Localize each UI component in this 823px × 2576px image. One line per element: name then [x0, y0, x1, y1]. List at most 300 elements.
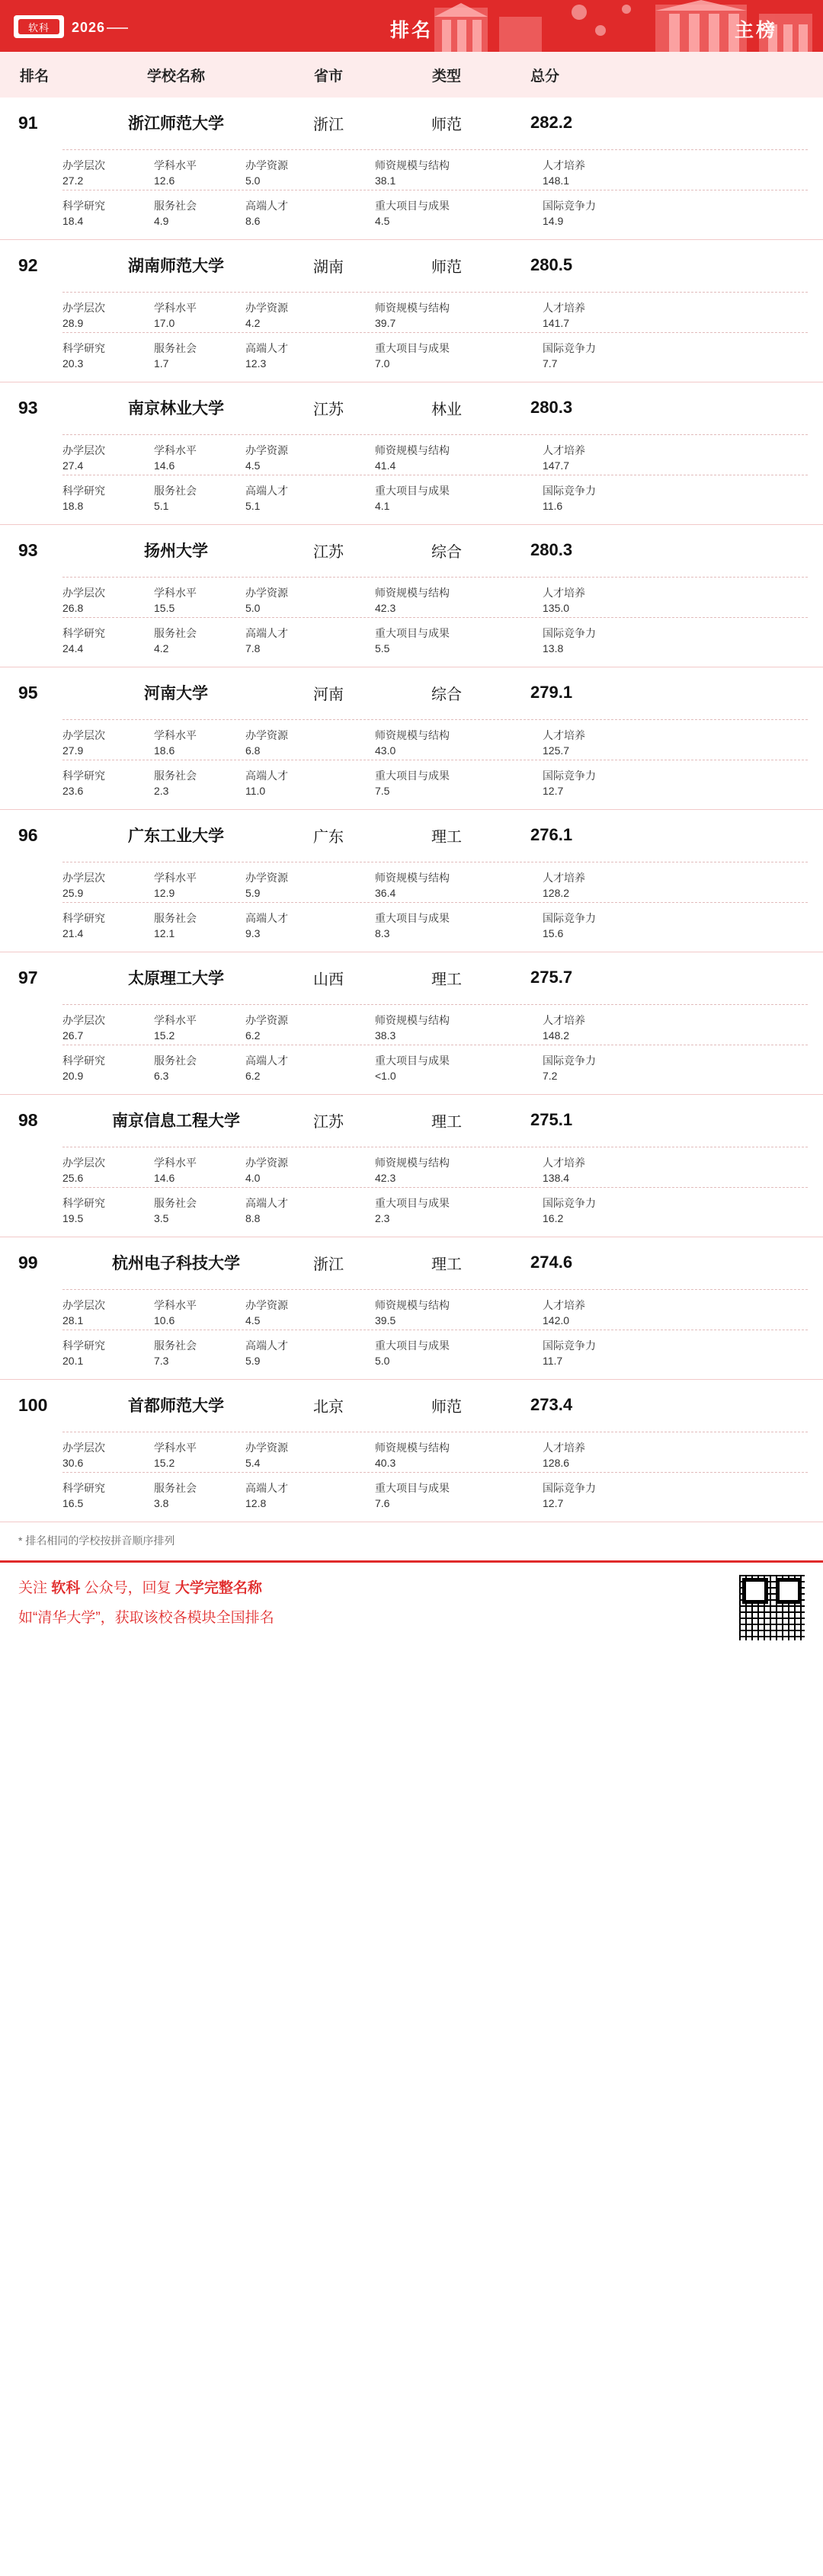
metric-value: 148.2: [543, 1029, 570, 1042]
metric-label: 办学层次: [62, 444, 105, 456]
metric-group: [15, 862, 808, 952]
province-cell: 湖南: [313, 258, 344, 276]
metric-label: 办学资源: [245, 729, 288, 741]
metric-value: 26.7: [62, 1029, 84, 1042]
metric-value: 14.6: [154, 459, 175, 472]
metric-item: [543, 1440, 680, 1470]
type-cell: 理工: [431, 828, 462, 846]
metric-label: 科学研究: [62, 912, 105, 924]
metric-item: [154, 443, 245, 473]
metric-value: 3.8: [154, 1497, 169, 1509]
metric-value: 4.5: [375, 215, 390, 227]
metric-item: [62, 198, 154, 229]
metric-value: 25.9: [62, 887, 84, 899]
metric-label: 高端人才: [245, 912, 288, 924]
metric-label: 学科水平: [154, 872, 197, 884]
table-row[interactable]: [0, 1380, 823, 1522]
total-score-cell: 280.5: [530, 255, 573, 274]
metric-item: [245, 443, 375, 473]
metric-value: 8.6: [245, 215, 261, 227]
metric-item: [154, 483, 245, 514]
metric-value: 16.2: [543, 1212, 564, 1224]
province-cell: 江苏: [313, 543, 344, 561]
metric-row: [62, 475, 808, 514]
metric-item: [245, 1440, 375, 1470]
metric-item: [375, 341, 543, 371]
metric-label: 服务社会: [154, 1339, 197, 1352]
total-score-cell: 280.3: [530, 540, 573, 559]
metric-label: 国际竞争力: [543, 485, 596, 497]
total-score-cell: 276.1: [530, 825, 573, 844]
table-row[interactable]: [0, 525, 823, 667]
metric-item: [62, 626, 154, 656]
table-row[interactable]: [0, 952, 823, 1095]
metric-value: 5.1: [154, 500, 169, 512]
metric-item: [543, 585, 680, 616]
rank-cell: 93: [18, 397, 38, 418]
metric-value: 5.4: [245, 1457, 261, 1469]
metric-label: 学科水平: [154, 1299, 197, 1311]
metric-value: 3.5: [154, 1212, 169, 1224]
metric-label: 办学层次: [62, 1014, 105, 1026]
metric-item: [154, 1480, 245, 1511]
metric-row: [62, 1147, 808, 1186]
metric-label: 办学资源: [245, 1014, 288, 1026]
metric-item: [245, 585, 375, 616]
metric-item: [245, 300, 375, 331]
metric-value: 6.2: [245, 1029, 261, 1042]
metric-item: [543, 443, 680, 473]
metric-label: 重大项目与成果: [375, 1197, 450, 1209]
metric-label: 国际竞争力: [543, 342, 596, 354]
metric-value: 5.0: [375, 1355, 390, 1367]
metric-item: [375, 910, 543, 941]
metric-item: [375, 626, 543, 656]
metric-label: 服务社会: [154, 1482, 197, 1494]
metric-item: [375, 1013, 543, 1043]
metric-item: [375, 768, 543, 798]
metric-value: 21.4: [62, 927, 84, 939]
metric-item: [62, 585, 154, 616]
metric-value: 12.8: [245, 1497, 267, 1509]
metric-item: [245, 1155, 375, 1186]
metric-label: 办学层次: [62, 1157, 105, 1169]
metric-label: 办学资源: [245, 444, 288, 456]
metric-label: 重大项目与成果: [375, 342, 450, 354]
university-name-cell: 南京林业大学: [128, 400, 224, 418]
metric-value: 15.2: [154, 1457, 175, 1469]
metric-item: [375, 198, 543, 229]
metric-item: [245, 483, 375, 514]
metric-item: [154, 158, 245, 188]
metric-group: [15, 149, 808, 239]
metric-label: 服务社会: [154, 200, 197, 212]
metric-item: [245, 1298, 375, 1328]
metric-item: [543, 910, 680, 941]
metric-value: 5.1: [245, 500, 261, 512]
metric-item: [154, 1195, 245, 1226]
metric-value: 8.3: [375, 927, 390, 939]
metric-value: 42.3: [375, 1172, 396, 1184]
metric-label: 人才培养: [543, 444, 585, 456]
metric-item: [154, 728, 245, 758]
page-header: [0, 0, 823, 52]
metric-label: 科学研究: [62, 770, 105, 782]
column-header-province: 省市: [313, 68, 343, 85]
metric-value: 148.1: [543, 174, 570, 187]
metric-value: 4.2: [154, 642, 169, 654]
page-footer: [0, 1560, 823, 1644]
metric-label: 师资规模与结构: [375, 729, 450, 741]
page-title-right: 主榜: [734, 20, 777, 41]
metric-value: 39.7: [375, 317, 396, 329]
metric-value: 43.0: [375, 744, 396, 757]
metric-value: 12.6: [154, 174, 175, 187]
metric-item: [154, 1298, 245, 1328]
metric-label: 师资规模与结构: [375, 1014, 450, 1026]
metric-item: [375, 1053, 543, 1083]
metric-value: 4.9: [154, 215, 169, 227]
metric-value: 18.8: [62, 500, 84, 512]
metric-label: 重大项目与成果: [375, 1054, 450, 1067]
metric-label: 人才培养: [543, 872, 585, 884]
metric-value: 12.3: [245, 357, 267, 370]
qr-code-icon[interactable]: [739, 1575, 805, 1640]
metric-label: 高端人才: [245, 1482, 288, 1494]
metric-item: [543, 1338, 680, 1368]
table-body: [0, 98, 823, 1522]
metric-value: 128.2: [543, 887, 570, 899]
metric-value: 128.6: [543, 1457, 570, 1469]
metric-label: 师资规模与结构: [375, 302, 450, 314]
metric-item: [375, 585, 543, 616]
metric-value: 11.7: [543, 1355, 563, 1367]
metric-value: <1.0: [375, 1070, 396, 1082]
metric-item: [62, 1440, 154, 1470]
metric-value: 5.9: [245, 1355, 261, 1367]
metric-value: 27.2: [62, 174, 84, 187]
metric-label: 办学层次: [62, 1299, 105, 1311]
metric-item: [62, 158, 154, 188]
metric-value: 27.9: [62, 744, 84, 757]
metric-row: [62, 1330, 808, 1368]
metric-label: 师资规模与结构: [375, 587, 450, 599]
footer-text-a: 关注: [18, 1580, 52, 1596]
total-score-cell: 279.1: [530, 683, 573, 702]
metric-value: 5.5: [375, 642, 390, 654]
metric-label: 办学层次: [62, 159, 105, 171]
metric-label: 科学研究: [62, 342, 105, 354]
metric-label: 国际竞争力: [543, 1339, 596, 1352]
metric-item: [154, 585, 245, 616]
metric-item: [543, 1298, 680, 1328]
metric-value: 125.7: [543, 744, 570, 757]
metric-value: 30.6: [62, 1457, 84, 1469]
metric-item: [154, 768, 245, 798]
metric-label: 服务社会: [154, 342, 197, 354]
type-cell: 师范: [431, 1398, 462, 1416]
type-cell: 师范: [431, 258, 462, 276]
metric-label: 国际竞争力: [543, 627, 596, 639]
metric-row: [62, 332, 808, 371]
metric-item: [245, 870, 375, 901]
type-cell: 综合: [431, 543, 462, 561]
metric-group: [15, 719, 808, 809]
metric-item: [543, 341, 680, 371]
metric-item: [543, 768, 680, 798]
total-score-cell: 282.2: [530, 113, 573, 132]
metric-item: [375, 443, 543, 473]
table-row[interactable]: [0, 382, 823, 525]
metric-label: 办学资源: [245, 1157, 288, 1169]
metric-item: [62, 1013, 154, 1043]
table-row[interactable]: [0, 810, 823, 952]
footer-keyword: 大学完整名称: [175, 1580, 262, 1596]
metric-item: [375, 1298, 543, 1328]
metric-row: [62, 760, 808, 798]
metric-value: 42.3: [375, 602, 396, 614]
metric-label: 高端人才: [245, 770, 288, 782]
metric-item: [543, 1053, 680, 1083]
metric-item: [62, 870, 154, 901]
row-primary: [15, 240, 808, 290]
metric-row: [62, 434, 808, 473]
metric-row: [62, 577, 808, 616]
metric-item: [543, 1480, 680, 1511]
metric-value: 2.3: [154, 785, 169, 797]
metric-item: [62, 1155, 154, 1186]
type-cell: 理工: [431, 971, 462, 988]
metric-label: 高端人才: [245, 1197, 288, 1209]
metric-value: 28.1: [62, 1314, 84, 1326]
type-cell: 林业: [431, 401, 462, 418]
metric-label: 科学研究: [62, 1339, 105, 1352]
metric-label: 服务社会: [154, 1197, 197, 1209]
metric-item: [543, 483, 680, 514]
metric-item: [375, 728, 543, 758]
metric-value: 2.3: [375, 1212, 390, 1224]
metric-label: 学科水平: [154, 729, 197, 741]
metric-label: 办学资源: [245, 872, 288, 884]
metric-value: 147.7: [543, 459, 570, 472]
metric-label: 办学资源: [245, 1442, 288, 1454]
university-name-cell: 杭州电子科技大学: [112, 1255, 240, 1272]
metric-label: 国际竞争力: [543, 1482, 596, 1494]
metric-row: [62, 1187, 808, 1226]
metric-value: 12.1: [154, 927, 175, 939]
metric-value: 11.0: [245, 785, 266, 797]
metric-label: 学科水平: [154, 1014, 197, 1026]
metric-label: 国际竞争力: [543, 1054, 596, 1067]
metric-item: [375, 158, 543, 188]
metric-label: 重大项目与成果: [375, 627, 450, 639]
metric-value: 6.2: [245, 1070, 261, 1082]
table-row[interactable]: [0, 1237, 823, 1380]
footer-line-1: [18, 1576, 805, 1597]
metric-value: 4.0: [245, 1172, 261, 1184]
metric-row: [62, 190, 808, 229]
metric-row: [62, 719, 808, 758]
metric-value: 5.0: [245, 174, 261, 187]
metric-label: 师资规模与结构: [375, 159, 450, 171]
footer-text-c: 公众号，回复: [80, 1580, 175, 1596]
table-row[interactable]: [0, 98, 823, 240]
metric-label: 重大项目与成果: [375, 1339, 450, 1352]
total-score-cell: 275.1: [530, 1110, 573, 1129]
metric-label: 师资规模与结构: [375, 1442, 450, 1454]
metric-label: 办学层次: [62, 587, 105, 599]
metric-label: 办学层次: [62, 1442, 105, 1454]
metric-label: 重大项目与成果: [375, 200, 450, 212]
metric-label: 人才培养: [543, 159, 585, 171]
metric-value: 14.9: [543, 215, 564, 227]
metric-label: 服务社会: [154, 1054, 197, 1067]
column-header-type: 类型: [431, 68, 461, 85]
metric-value: 1.7: [154, 357, 169, 370]
province-cell: 山西: [313, 971, 344, 988]
metric-label: 科学研究: [62, 485, 105, 497]
rank-cell: 100: [18, 1394, 48, 1415]
metric-label: 高端人才: [245, 342, 288, 354]
rank-cell: 95: [18, 682, 38, 702]
rank-cell: 98: [18, 1109, 38, 1130]
metric-label: 科学研究: [62, 1482, 105, 1494]
metric-value: 19.5: [62, 1212, 84, 1224]
metric-value: 17.0: [154, 317, 175, 329]
metric-label: 办学资源: [245, 302, 288, 314]
row-primary: [15, 810, 808, 860]
metric-item: [62, 910, 154, 941]
metric-label: 科学研究: [62, 1197, 105, 1209]
rank-cell: 96: [18, 824, 38, 845]
metric-value: 36.4: [375, 887, 396, 899]
table-row[interactable]: [0, 240, 823, 382]
metric-group: [15, 1147, 808, 1237]
type-cell: 综合: [431, 686, 462, 703]
university-name-cell: 广东工业大学: [128, 827, 224, 845]
column-header-score: 总分: [530, 68, 560, 85]
province-cell: 浙江: [313, 116, 344, 133]
footer-brand: 软科: [51, 1580, 81, 1596]
metric-label: 高端人才: [245, 200, 288, 212]
metric-group: [15, 577, 808, 667]
metric-item: [62, 728, 154, 758]
metric-label: 师资规模与结构: [375, 872, 450, 884]
metric-label: 学科水平: [154, 1442, 197, 1454]
edition-year: 2026: [72, 20, 106, 35]
university-name-cell: 扬州大学: [144, 542, 208, 560]
metric-value: 7.2: [543, 1070, 558, 1082]
metric-item: [154, 910, 245, 941]
metric-item: [543, 1013, 680, 1043]
row-primary: [15, 952, 808, 1003]
metric-item: [245, 341, 375, 371]
column-header-name: 学校名称: [146, 68, 205, 85]
footnote: * 排名相同的学校按拼音顺序排列: [18, 1534, 175, 1547]
type-cell: 理工: [431, 1256, 462, 1273]
metric-item: [543, 626, 680, 656]
metric-value: 41.4: [375, 459, 396, 472]
metric-item: [245, 158, 375, 188]
metric-label: 学科水平: [154, 444, 197, 456]
total-score-cell: 273.4: [530, 1395, 573, 1414]
metric-value: 12.9: [154, 887, 175, 899]
metric-item: [245, 1195, 375, 1226]
metric-group: [15, 1289, 808, 1379]
metric-label: 服务社会: [154, 485, 197, 497]
metric-value: 16.5: [62, 1497, 84, 1509]
metric-label: 师资规模与结构: [375, 1157, 450, 1169]
metric-value: 4.5: [245, 1314, 261, 1326]
metric-value: 20.9: [62, 1070, 84, 1082]
metric-group: [15, 292, 808, 382]
row-primary: [15, 98, 808, 148]
metric-value: 27.4: [62, 459, 84, 472]
metric-item: [375, 1195, 543, 1226]
metric-item: [62, 1338, 154, 1368]
university-name-cell: 河南大学: [144, 685, 208, 702]
metric-label: 国际竞争力: [543, 1197, 596, 1209]
metric-item: [543, 1195, 680, 1226]
metric-value: 15.5: [154, 602, 175, 614]
university-name-cell: 首都师范大学: [128, 1397, 224, 1415]
metric-value: 38.3: [375, 1029, 396, 1042]
metric-value: 20.3: [62, 357, 84, 370]
metric-item: [62, 483, 154, 514]
metric-label: 重大项目与成果: [375, 1482, 450, 1494]
metric-value: 18.6: [154, 744, 175, 757]
metric-item: [62, 300, 154, 331]
row-primary: [15, 667, 808, 718]
metric-item: [375, 1338, 543, 1368]
metric-value: 4.5: [245, 459, 261, 472]
metric-item: [62, 1480, 154, 1511]
rank-cell: 92: [18, 254, 38, 275]
metric-label: 高端人才: [245, 1054, 288, 1067]
metric-label: 学科水平: [154, 587, 197, 599]
metric-value: 13.8: [543, 642, 564, 654]
table-header: [0, 52, 823, 98]
metric-label: 高端人才: [245, 1339, 288, 1352]
metric-item: [154, 1155, 245, 1186]
metric-item: [154, 1053, 245, 1083]
metric-row: [62, 1004, 808, 1043]
table-row[interactable]: [0, 667, 823, 810]
metric-value: 28.9: [62, 317, 84, 329]
metric-value: 135.0: [543, 602, 570, 614]
metric-row: [62, 292, 808, 331]
metric-value: 15.2: [154, 1029, 175, 1042]
university-name-cell: 湖南师范大学: [128, 258, 224, 275]
column-header-rank: 排名: [20, 68, 50, 85]
total-score-cell: 275.7: [530, 968, 573, 987]
metric-label: 学科水平: [154, 302, 197, 314]
metric-value: 7.5: [375, 785, 390, 797]
metric-label: 服务社会: [154, 912, 197, 924]
metric-value: 40.3: [375, 1457, 396, 1469]
metric-row: [62, 149, 808, 188]
metric-label: 国际竞争力: [543, 200, 596, 212]
row-primary: [15, 1380, 808, 1430]
footer-line-2: 如“清华大学”，获取该校各模块全国排名: [18, 1610, 274, 1626]
type-cell: 师范: [431, 116, 462, 133]
metric-group: [15, 1004, 808, 1094]
table-row[interactable]: [0, 1095, 823, 1237]
province-cell: 江苏: [313, 1113, 344, 1131]
metric-item: [62, 1298, 154, 1328]
metric-value: 14.6: [154, 1172, 175, 1184]
metric-value: 12.7: [543, 785, 564, 797]
